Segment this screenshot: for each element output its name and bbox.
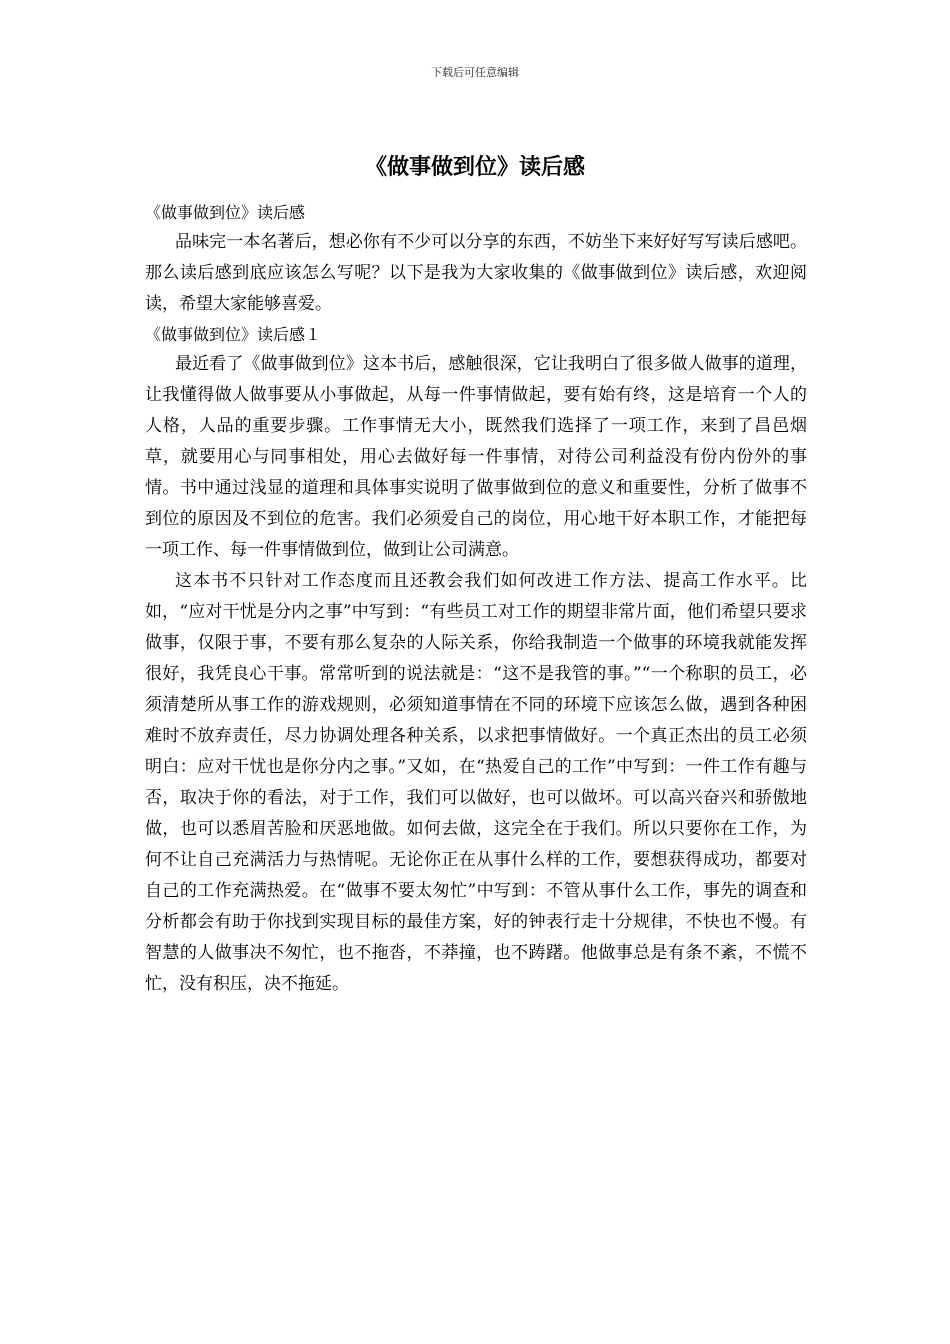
body-paragraph-1: 最近看了《做事做到位》这本书后，感触很深，它让我明白了很多做人做事的道理，让我懂得做人做事要从小事做起，从每一件事情做起，要有始有终，这是培育一个人的人格，人品的重要步骤。工作事情无大小，既然我们选择了一项工作，来到了昌邑烟草，就要用心与同事相处，用心去做好每一件事情，对待公司利益没有份内份外的事情。书中通过浅显的道理和具体事实说明了做事做到位的意义和重要性，分析了做事不到位的原因及不到位的危害。我们必须爱自己的岗位，用心地干好本职工作，才能把每一项工作、每一件事情做到位，做到让公司满意。	[145, 354, 807, 560]
body-paragraph-2: 这本书不只针对工作态度而且还教会我们如何改进工作方法、提高工作水平。比如，“应对干忧是分内之事”中写到：“有些员工对工作的期望非常片面，他们希望只要求做事，仅限于事，不要有那么复杂的人际关系，你给我制造一个做事的环境我就能发挥很好，我凭良心干事。常常听到的说法就是：“这不是我管的事。”“一个称职的员工，必须清楚所从事工作的游戏规则，必须知道事情在不同的环境下应该怎么做，遇到各种困难时不放弃责任，尽力协调处理各种关系，以求把事情做好。一个真正杰出的员工必须明白：应对干忧也是你分内之事。”又如，在“热爱自己的工作”中写到：一件工作有趣与否，取决于你的看法，对于工作，我们可以做好，也可以做坏。可以高兴奋兴和骄傲地做，也可以悉眉苦脸和厌恶地做。如何去做，这完全在于我们。所以只要你在工作，为何不让自己充满活力与热情呢。无论你正在从事什么样的工作，要想获得成功，都要对自己的工作充满热爱。在“做事不要太匆忙”中写到：不管从事什么工作，事先的调查和分析都会有助于你找到实现目标的最佳方案，好的钟表行走十分规律，不快也不慢。有智慧的人做事决不匆忙，也不拖沓，不莽撞，也不踌躇。他做事总是有条不紊，不慌不忙，没有积压，决不拖延。	[145, 571, 807, 994]
document-subtitle: 《做事做到位》读后感	[145, 203, 306, 222]
intro-paragraph: 品味完一本名著后，想必你有不少可以分享的东西，不妨坐下来好好写写读后感吧。那么读后感到底应该怎么写呢？以下是我为大家收集的《做事做到位》读后感，欢迎阅读，希望大家能够喜爱。	[145, 232, 807, 314]
document-title: 《做事做到位》读后感	[364, 154, 585, 180]
header-note: 下载后可任意编辑	[431, 66, 519, 79]
section-1-heading: 《做事做到位》读后感１	[145, 325, 322, 344]
document-body	[145, 198, 807, 1000]
